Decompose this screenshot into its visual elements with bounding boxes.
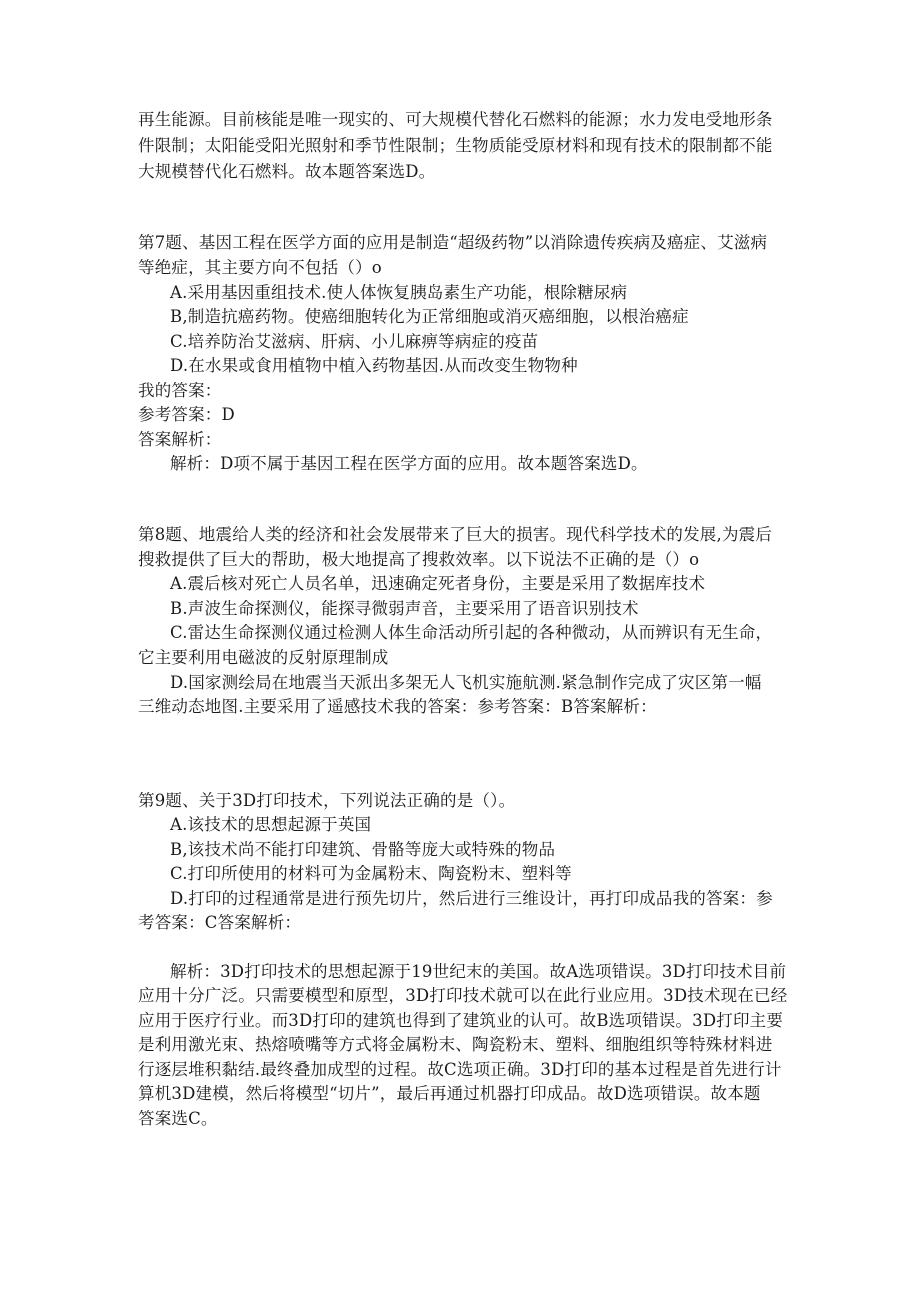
q9-analysis: 是利用激光束、热熔喷嘴等方式将金属粉末、陶瓷粉末、塑料、细胞组织等特殊材料进 [138,1035,773,1054]
intro-line: 件限制；太阳能受阳光照射和季节性限制；生物质能受原材料和现有技术的限制都不能 [138,136,773,155]
q9-analysis: 行逐层堆积黏结.最终叠加成型的过程。故C选项正确。3D打印的基本过程是首先进行计 [138,1060,782,1079]
q8-stem: 搜救提供了巨大的帮助，极大地提高了搜救效率。以下说法不正确的是（）o [138,550,700,569]
q7-analysis-label: 答案解析： [138,430,222,449]
q7-reference-answer: 参考答案：D [138,405,235,424]
q7-my-answer-label: 我的答案： [138,381,222,400]
q7-stem: 第7题、基因工程在医学方面的应用是制造“超级药物”以消除遗传疾病及癌症、艾滋病 [138,233,768,252]
q9-option-b: B,该技术尚不能打印建筑、骨骼等庞大或特殊的物品 [170,840,556,859]
q8-option-c: 它主要利用电磁波的反射原理制成 [138,648,389,667]
q7-option-a: A.采用基因重组技术.使人体恢复胰岛素生产功能，根除糖尿病 [170,283,628,302]
q7-analysis: 解析：D项不属于基因工程在医学方面的应用。故本题答案选D。 [170,454,648,473]
q7-option-c: C.培养防治艾滋病、肝病、小儿麻痹等病症的疫苗 [170,332,539,351]
q9-analysis: 应用于医疗行业。而3D打印的建筑也得到了建筑业的认可。故B选项错误。3D打印主要 [138,1011,784,1030]
q7-stem: 等绝症，其主要方向不包括（）o [138,258,382,277]
q9-analysis: 解析：3D打印技术的思想起源于19世纪末的美国。故A选项错误。3D打印技术目前 [170,962,787,981]
q9-stem: 第9题、关于3D打印技术，下列说法正确的是（）。 [138,791,516,810]
q8-option-d: 三维动态地图.主要采用了遥感技术我的答案：参考答案：B答案解析： [138,697,657,716]
q7-option-d: D.在水果或食用植物中植入药物基因.从而改变生物物种 [170,356,578,375]
q8-option-a: A.震后核对死亡人员名单，迅速确定死者身份，主要是采用了数据库技术 [170,574,706,593]
q9-option-d: D.打印的过程通常是进行预先切片，然后进行三维设计，再打印成品我的答案：参 [170,889,773,908]
intro-line: 大规模替代化石燃料。故本题答案选D。 [138,162,436,181]
q7-option-b: B,制造抗癌药物。使癌细胞转化为正常细胞或消灭癌细胞，以根治癌症 [170,307,689,326]
q9-analysis: 答案选C。 [138,1109,218,1128]
q9-analysis: 算机3D建模，然后将模型“切片”，最后再通过机器打印成品。故D选项错误。故本题 [138,1084,761,1103]
q8-option-d: D.国家测绘局在地震当天派出多架无人飞机实施航测.紧急制作完成了灾区第一幅 [170,673,762,692]
intro-line: 再生能源。目前核能是唯一现实的、可大规模代替化石燃料的能源；水力发电受地形条 [138,110,773,129]
q8-option-c: C.雷达生命探测仪通过检测人体生命活动所引起的各种微动，从而辨识有无生命， [170,623,773,642]
q8-stem: 第8题、地震给人类的经济和社会发展带来了巨大的损害。现代科学技术的发展,为震后 [138,525,773,544]
q9-option-c: C.打印所使用的材料可为金属粉末、陶瓷粉末、塑料等 [170,864,572,883]
q9-analysis: 应用十分广泛。只需要模型和原型，3D打印技术就可以在此行业应用。3D技术现在已经 [138,986,788,1005]
q9-option-a: A.该技术的思想起源于英国 [170,815,372,834]
q8-option-b: B.声波生命探测仪，能探寻微弱声音，主要采用了语音识别技术 [170,599,639,618]
q9-option-d: 考答案：C答案解析： [138,913,302,932]
